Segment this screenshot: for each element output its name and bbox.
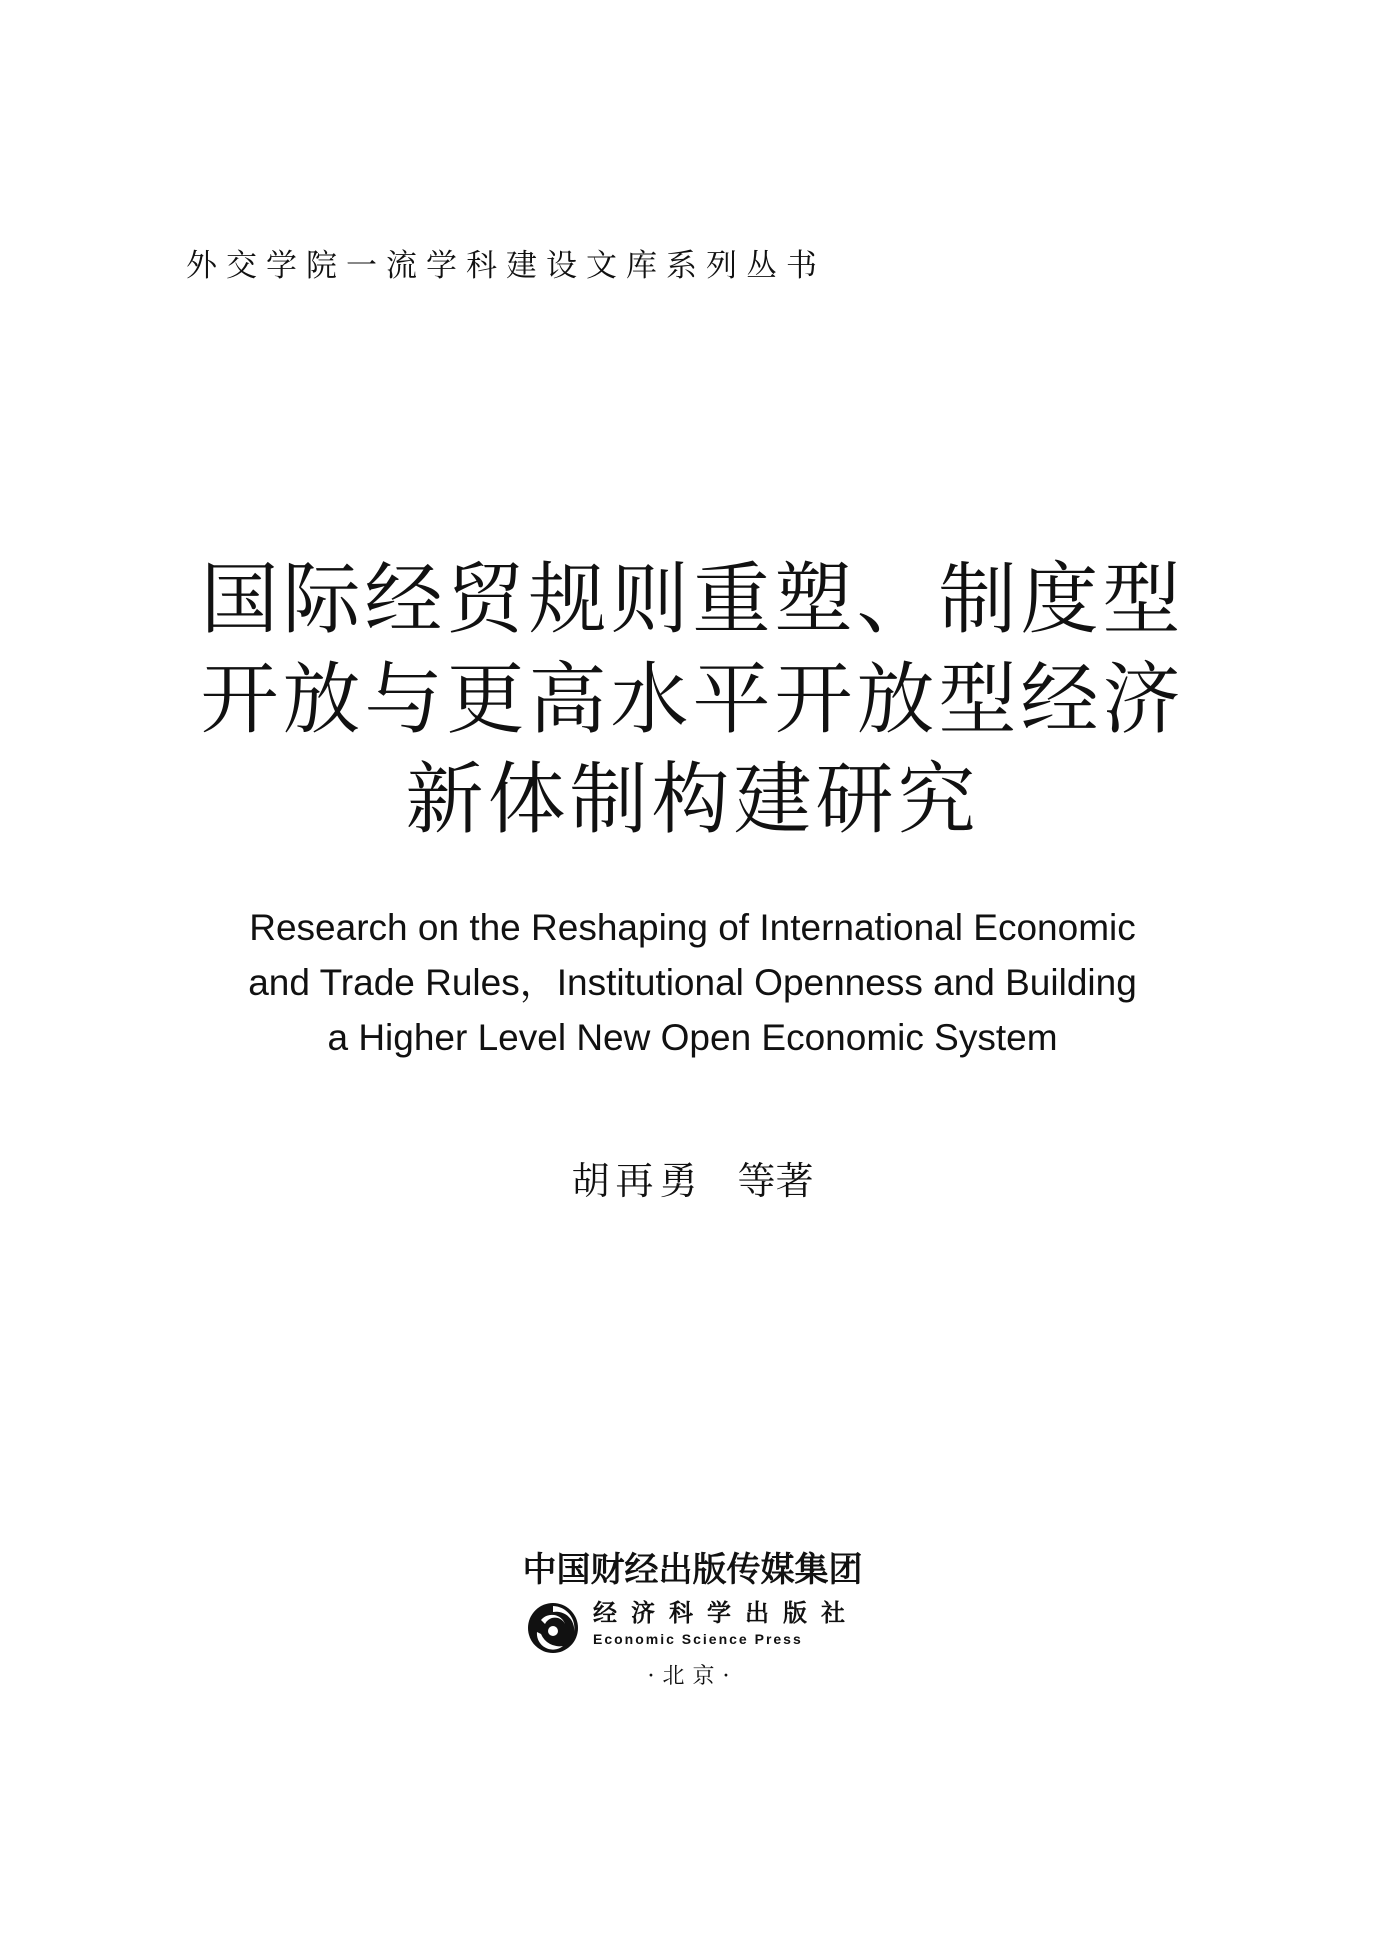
- publisher-city: ·北京·: [647, 1664, 738, 1689]
- chinese-title: [0, 550, 1385, 850]
- english-title-line-2: and Trade Rules，Institutional Openness and Building: [248, 962, 1137, 1003]
- publisher-block: [527, 1598, 867, 1658]
- english-title-line-1: Research on the Reshaping of International Economic: [249, 907, 1136, 948]
- chinese-title-line-2: 开放与更高水平开放型经济: [200, 655, 1185, 745]
- chinese-title-line-1: 国际经贸规则重塑、制度型: [200, 555, 1185, 645]
- publishing-group-name: 中国财经出版传媒集团: [522, 1550, 863, 1590]
- english-title-line-3: a Higher Level New Open Economic System: [327, 1017, 1058, 1058]
- economic-science-press-logo-icon: [527, 1602, 579, 1654]
- chinese-title-line-3: 新体制构建研究: [405, 755, 980, 845]
- author-name: 胡再勇: [571, 1159, 704, 1203]
- publisher-name-cn: 经济科学出版社: [593, 1599, 859, 1627]
- author-role: 等著: [737, 1159, 814, 1203]
- author-line: [0, 1156, 1385, 1206]
- english-title: [0, 900, 1385, 1065]
- series-title: 外交学院一流学科建设文库系列丛书: [186, 248, 826, 284]
- publisher-name-en: Economic Science Press: [593, 1631, 803, 1647]
